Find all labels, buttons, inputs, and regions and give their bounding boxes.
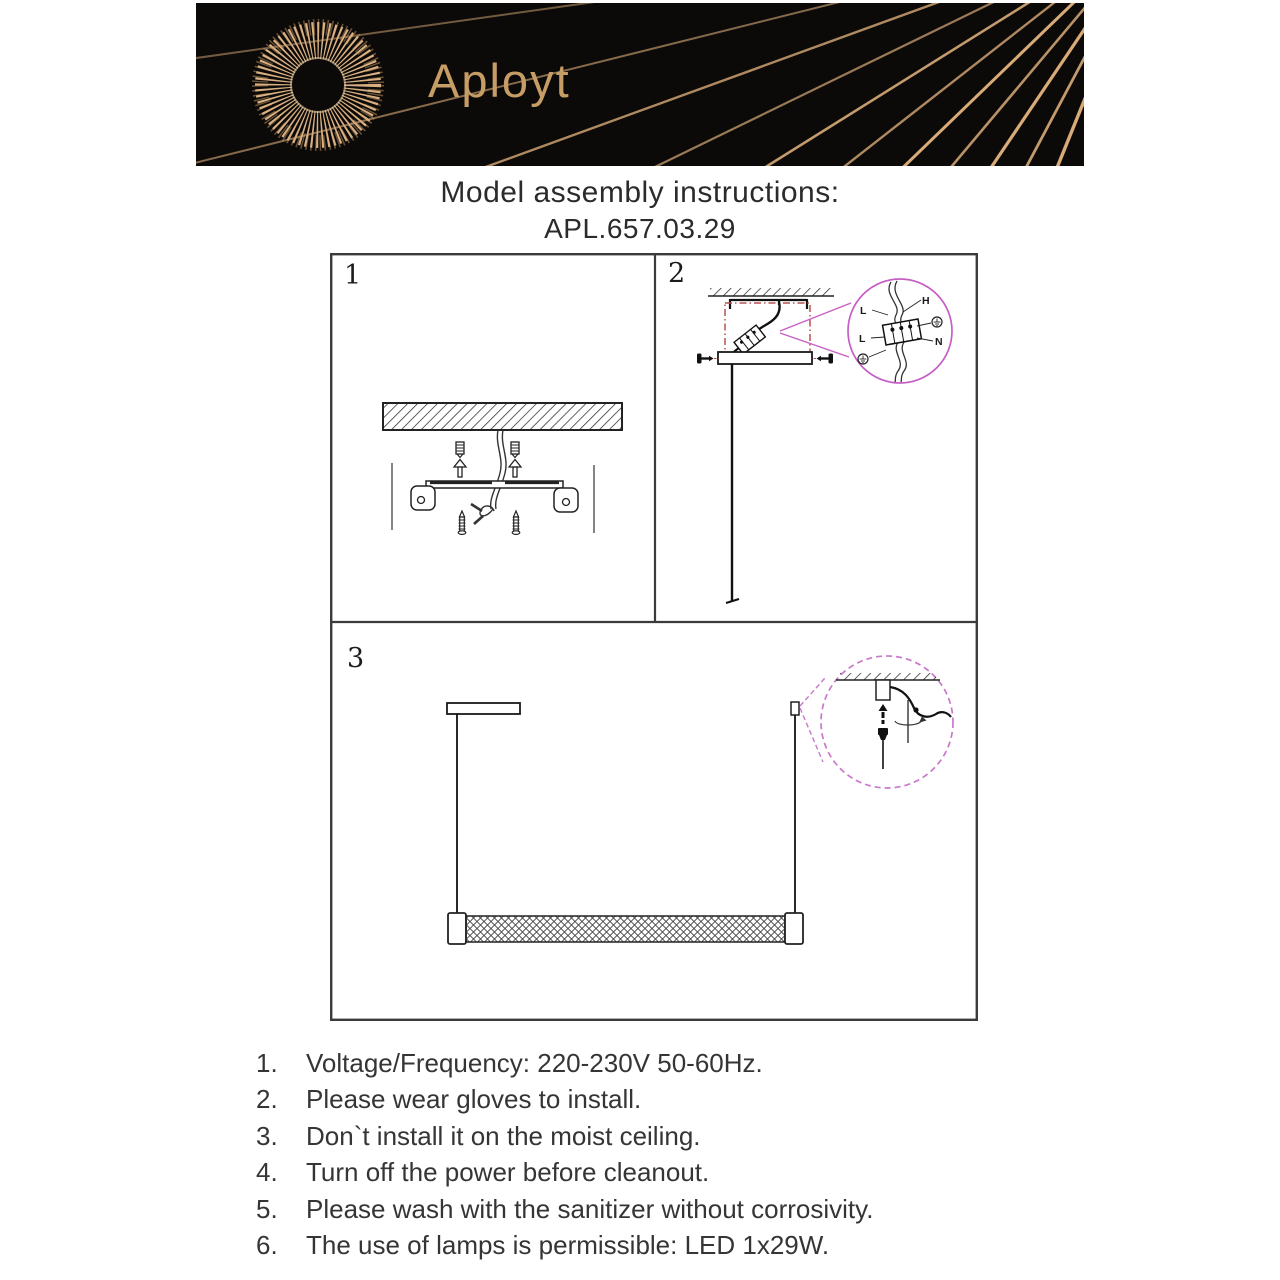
label-live-1: L bbox=[860, 305, 867, 317]
canopy-plate bbox=[718, 352, 812, 364]
panel-1-drawing bbox=[383, 403, 622, 534]
ceiling-bracket bbox=[730, 299, 807, 309]
list-item bbox=[256, 1154, 1036, 1190]
panel-3-number: 3 bbox=[347, 643, 365, 674]
item-text: Please wash with the sanitizer without corrosivity. bbox=[306, 1193, 874, 1224]
model-number: APL.657.03.29 bbox=[544, 213, 736, 244]
label-neutral: N bbox=[935, 336, 943, 348]
wall-anchor bbox=[454, 442, 466, 477]
ceiling-slab bbox=[383, 403, 622, 430]
brand-banner bbox=[196, 3, 1084, 166]
label-live-2: L bbox=[859, 333, 866, 345]
item-number: 6. bbox=[256, 1230, 278, 1261]
wire-fitting bbox=[791, 702, 799, 715]
power-cable bbox=[471, 430, 506, 524]
terminal-block bbox=[734, 325, 765, 354]
screw bbox=[458, 511, 466, 534]
panel-2-number: 2 bbox=[668, 258, 686, 289]
list-item bbox=[256, 1081, 1036, 1117]
item-text: The use of lamps is permissible: LED 1x29W. bbox=[306, 1230, 830, 1261]
mounting-bracket bbox=[411, 481, 578, 512]
bubble-ceiling-hatch bbox=[840, 673, 936, 680]
side-screw bbox=[697, 354, 719, 364]
list-item bbox=[256, 1118, 1036, 1154]
ceiling-hatch bbox=[710, 288, 832, 296]
wall-anchor bbox=[509, 442, 521, 477]
instruction-list bbox=[256, 1045, 1036, 1263]
list-item bbox=[256, 1045, 1036, 1081]
lamp-tube bbox=[448, 913, 803, 944]
brand-name: Aployt bbox=[428, 54, 571, 107]
page-title: Model assembly instructions: bbox=[440, 176, 840, 209]
ceiling-fitting bbox=[876, 680, 890, 700]
list-item bbox=[256, 1191, 1036, 1227]
ground-icon bbox=[858, 354, 868, 364]
panel-3-drawing bbox=[447, 656, 953, 944]
item-text: Please wear gloves to install. bbox=[306, 1084, 642, 1115]
screw bbox=[512, 511, 520, 534]
item-number: 2. bbox=[256, 1084, 278, 1115]
diagram-drawing bbox=[330, 253, 978, 1021]
item-number: 5. bbox=[256, 1193, 278, 1224]
item-number: 4. bbox=[256, 1157, 278, 1188]
item-text: Voltage/Frequency: 220-230V 50-60Hz. bbox=[306, 1048, 763, 1078]
banner-graphics bbox=[196, 3, 1084, 166]
side-screw bbox=[811, 354, 833, 364]
panel-2-drawing bbox=[697, 279, 952, 603]
title-block bbox=[0, 176, 1280, 246]
panel-1-number: 1 bbox=[344, 260, 362, 291]
item-text: Turn off the power before cleanout. bbox=[306, 1157, 710, 1188]
canopy-bar bbox=[447, 703, 520, 714]
sunburst-logo-icon bbox=[260, 27, 376, 143]
bubble-pointer bbox=[780, 303, 851, 357]
item-number: 1. bbox=[256, 1048, 278, 1078]
ground-icon bbox=[932, 317, 942, 327]
assembly-diagram bbox=[330, 253, 978, 1021]
item-text: Don`t install it on the moist ceiling. bbox=[306, 1120, 701, 1151]
label-hot: H bbox=[922, 295, 930, 307]
list-item bbox=[256, 1227, 1036, 1263]
item-number: 3. bbox=[256, 1120, 278, 1151]
